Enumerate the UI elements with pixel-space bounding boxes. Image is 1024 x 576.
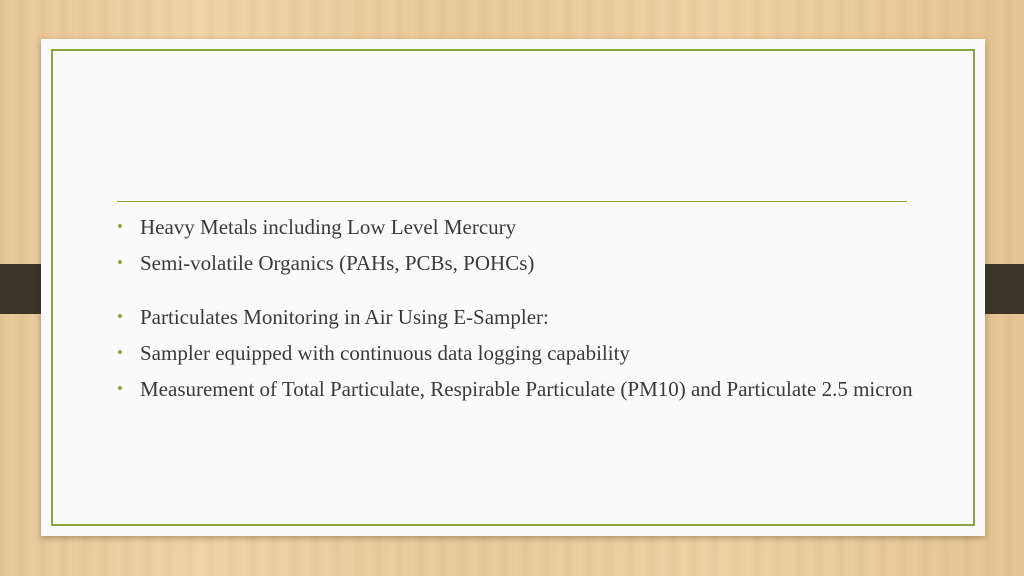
bullet-icon: • [117,343,123,362]
list-item [117,341,917,365]
list-item-text: Semi-volatile Organics (PAHs, PCBs, POHCs) [140,251,535,275]
list-item-text: Measurement of Total Particulate, Respirable Particulate (PM10) and Particulate 2.5 micron [140,377,913,401]
list-item-text: Sampler equipped with continuous data logging capability [140,341,630,365]
bullet-icon: • [117,307,123,326]
bullet-icon: • [117,379,123,398]
title-divider-line [117,201,907,202]
bullet-icon: • [117,217,123,236]
list-item-text: Heavy Metals including Low Level Mercury [140,215,517,239]
list-item [117,251,917,275]
list-item-text: Particulates Monitoring in Air Using E-Sampler: [140,305,549,329]
slide-card [41,39,985,536]
bullet-icon: • [117,253,123,272]
list-item [117,377,917,401]
list-item [117,305,917,329]
bullet-list [117,215,917,413]
list-item [117,215,917,239]
